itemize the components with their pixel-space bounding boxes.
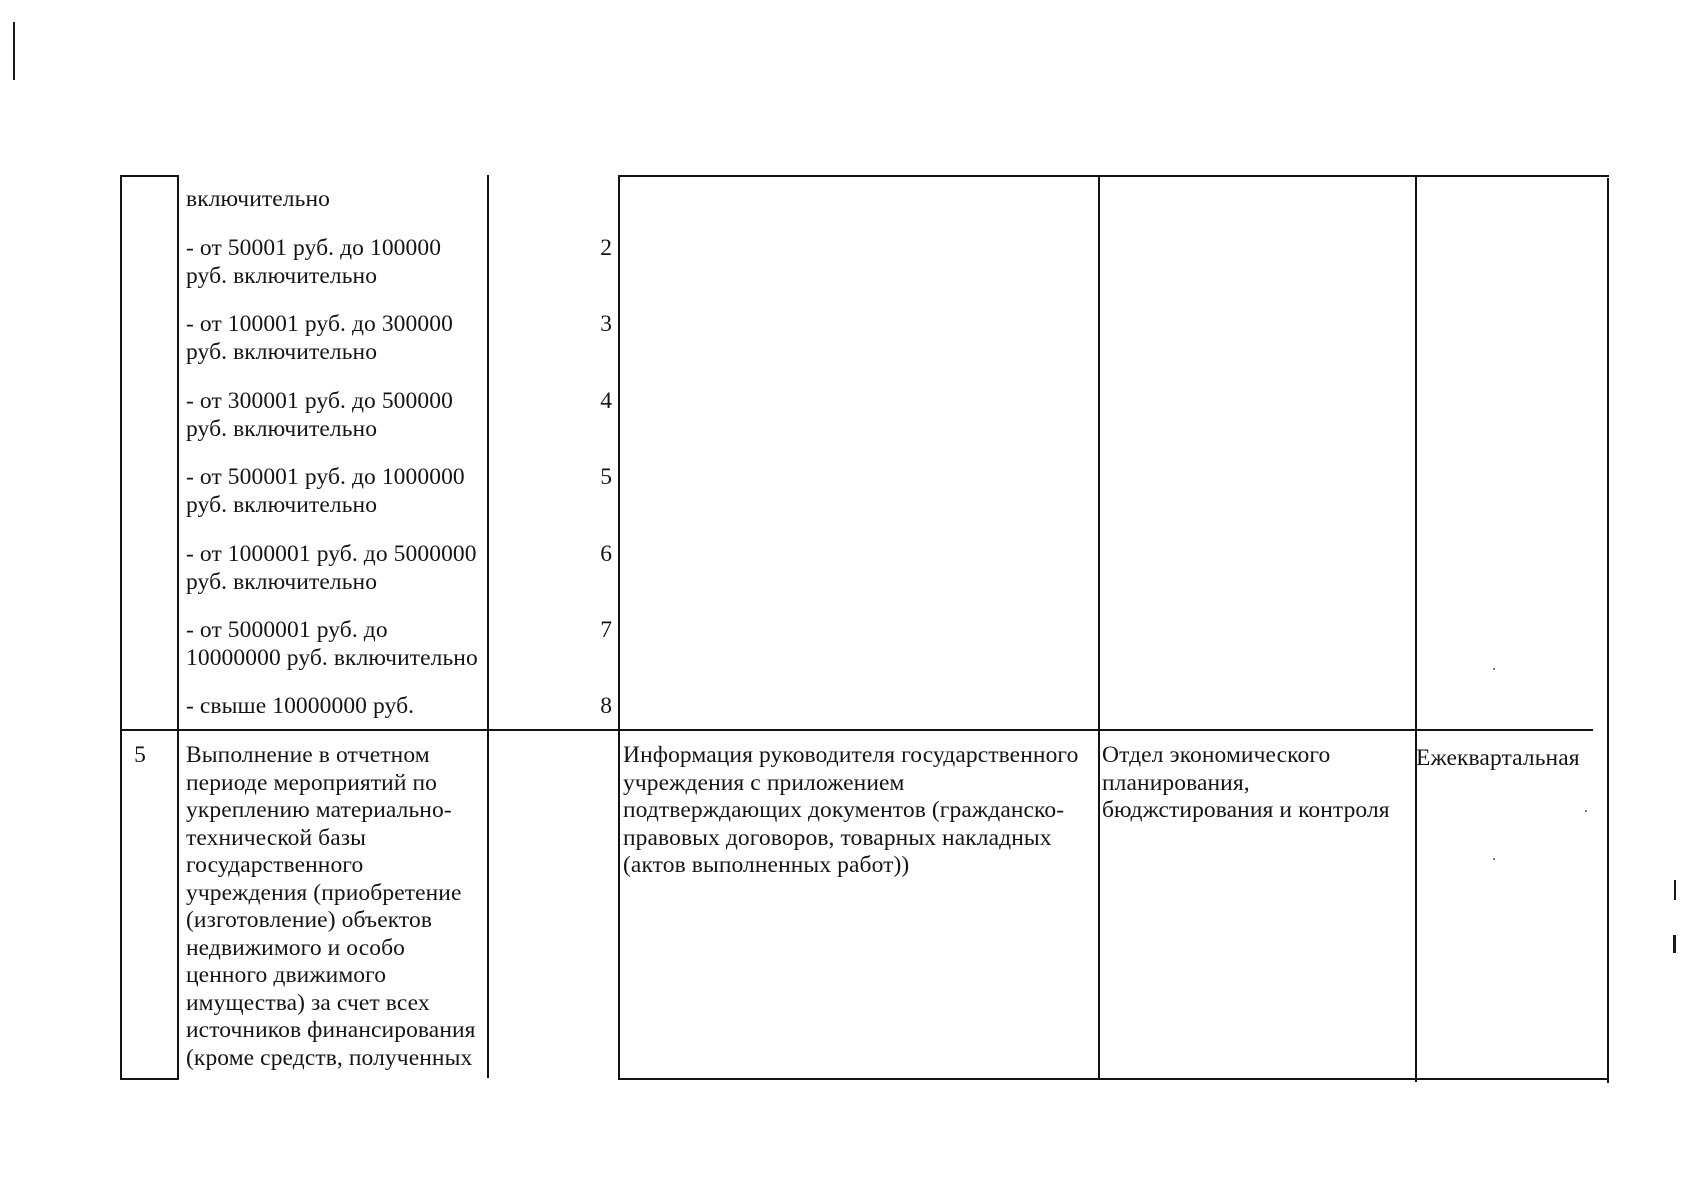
range-item-2-score: 2 [600, 235, 612, 261]
range-item-6-text: - от 1000001 руб. до 5000000 руб. включительно [186, 541, 477, 595]
periodicity-text: Ежеквартальная [1416, 745, 1580, 771]
range-item-7-text: - от 5000001 руб. до 10000000 руб. включительно [186, 617, 478, 671]
table-border [120, 175, 178, 177]
scan-speck [1585, 810, 1587, 812]
table-border [120, 729, 1593, 731]
range-item-7-score: 7 [600, 617, 612, 643]
indicator-text: Выполнение в отчетном периоде мероприятий по укреплению материально- технической базы государственного учреждения (приобретение (изготовление) объектов недвижимого и особо ценного движимого имущества) за счет всех источников финансирования (кроме средств, полученных [186, 742, 476, 1071]
table-border [120, 175, 122, 1080]
range-item-8-text: - свыше 10000000 руб. [186, 693, 415, 719]
range-item-2-text: - от 50001 руб. до 100000 руб. включительно [186, 235, 442, 289]
scan-speck [1493, 858, 1495, 860]
table-border [487, 175, 489, 1078]
range-item-3-score: 3 [600, 311, 612, 337]
scan-edge-mark [1673, 935, 1676, 953]
table-border [618, 175, 1609, 177]
source-info-text: Информация руководителя государственного учреждения с приложением подтверждающих документов (гражданско- правовых договоров, товарных накладных (актов выполненных работ)) [623, 742, 1079, 878]
range-item-5-score: 5 [600, 464, 612, 490]
table-border [1607, 178, 1609, 1083]
range-item-3-text: - от 100001 руб. до 300000 руб. включительно [186, 311, 453, 365]
table-border [120, 1078, 178, 1080]
range-item-5-text: - от 500001 руб. до 1000000 руб. включительно [186, 464, 465, 518]
range-item-6-score: 6 [600, 541, 612, 567]
range-item-4-score: 4 [600, 388, 612, 414]
range-item-4-text: - от 300001 руб. до 500000 руб. включительно [186, 388, 453, 442]
table-border [618, 1078, 1609, 1080]
table-border [177, 175, 179, 1080]
continued-indicator-lead: включительно [186, 186, 330, 212]
scan-edge-mark [13, 22, 15, 80]
table-border [1098, 176, 1100, 1080]
range-item-8-score: 8 [600, 693, 612, 719]
table-border [618, 175, 620, 1080]
table-border [1415, 177, 1417, 1082]
row-number: 5 [134, 742, 146, 768]
responsible-dept-text: Отдел экономического планирования, бюджстирования и контроля [1102, 742, 1390, 823]
scan-speck [1493, 668, 1495, 670]
scan-edge-mark [1674, 880, 1676, 900]
